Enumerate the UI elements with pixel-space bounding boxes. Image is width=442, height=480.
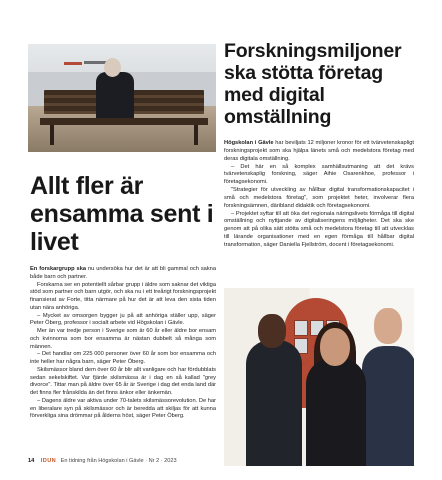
left-paragraph-4: Mer än var tredje person i Sverige som är 60 år eller äldre bor ensam och kvinnorna som bor ensamma är nästan dubbelt så många som männen. xyxy=(30,328,216,350)
photo-three-researchers xyxy=(224,288,414,466)
left-paragraph-5: – Det handlar om 225 000 personer över 60 år som bor ensamma och inte heller har några barn, säger Peter Öberg. xyxy=(30,351,216,365)
left-paragraph-7: – Dagens äldre var aktiva under 70-talets skilsmässorevolution. De har en liberalare syn på skilsmässor och är beredda att skiljas för att kunna förverkliga sina drömmar på ålderns höst, säger Peter Öberg. xyxy=(30,397,216,420)
right-paragraph-4: – Projektet syftar till att öka det regionala näringslivets förmåga till digital omställning och nyttjande av digitaliseringens möjligheter. Det ska ske genom att på olika sätt stötta små och medelstora företag till att utvecklas till lärande organisationer med en egen förmåga till hållbar digital transformation, säger Daniella Fjellström, docent i företagsekonomi. xyxy=(224,210,414,248)
right-paragraph-1: Högskolan i Gävle har beviljats 12 miljoner kronor för ett tvärvetenskapligt forskningsprojekt som ska hjälpa länets små och medelstora företag med deras digitala omställning. xyxy=(224,140,414,162)
right-article-body xyxy=(224,140,414,250)
left-paragraph-1: En forskargrupp ska nu undersöka hur det är att bli gammal och sakna både barn och partner. xyxy=(30,266,216,280)
photo-person-on-bench xyxy=(28,44,216,152)
magazine-logo: IDUN xyxy=(40,458,57,464)
right-paragraph-3: "Strategier för utveckling av hållbar digital transformationskapacitet i små och medelstora företag", som projektet heter, involverar flera forskningsämnen, däribland didaktik och företagsekonomi. xyxy=(224,187,414,209)
left-article-lead: En forskargrupp ska xyxy=(30,266,87,272)
right-article-lead: Högskolan i Gävle xyxy=(224,140,274,146)
left-paragraph-3: – Mycket av omsorgen bygger ju på att anhöriga ställer upp, säger Peter Öberg, professor i socialt arbete vid Högskolan i Gävle. xyxy=(30,312,216,327)
left-article-body xyxy=(30,266,216,421)
footer-text: En tidning från Högskolan i Gävle · Nr 2 · 2023 xyxy=(60,458,177,464)
left-paragraph-6: Skilsmässor bland dem över 60 år blir allt vanligare och har fördubblats sedan sekelskiftet. Var fjärde skilsmässa är i dag en så kallad "grey divorce". Tittar man på äldre över 65 år är Sverige i dag det enda land där det finns fler frånskilda än det finns änkor eller änkemän. xyxy=(30,366,216,396)
right-paragraph-2: – Det här en så komplex samhällsutmaning att det krävs tvärvetenskaplig forskning, säger Aihie Osarenkhoe, professor i företagsekonomi. xyxy=(224,163,414,186)
page-number: 14 xyxy=(28,458,35,464)
right-article-headline: Forskningsmiljoner ska stötta företag med digital omställning xyxy=(224,40,402,128)
page-footer xyxy=(28,458,177,464)
left-article-headline: Allt fler är ensamma sent i livet xyxy=(30,172,214,256)
left-paragraph-2: Forskarna ser en potentiellt sårbar grupp i äldre som saknar det viktiga stöd som partner och barn utgör, och ska nu i ett treårigt forskningsprojekt finansierat av Forte, titta närmare på hur det är att leva den sista tiden utan nära anhöriga. xyxy=(30,281,216,311)
